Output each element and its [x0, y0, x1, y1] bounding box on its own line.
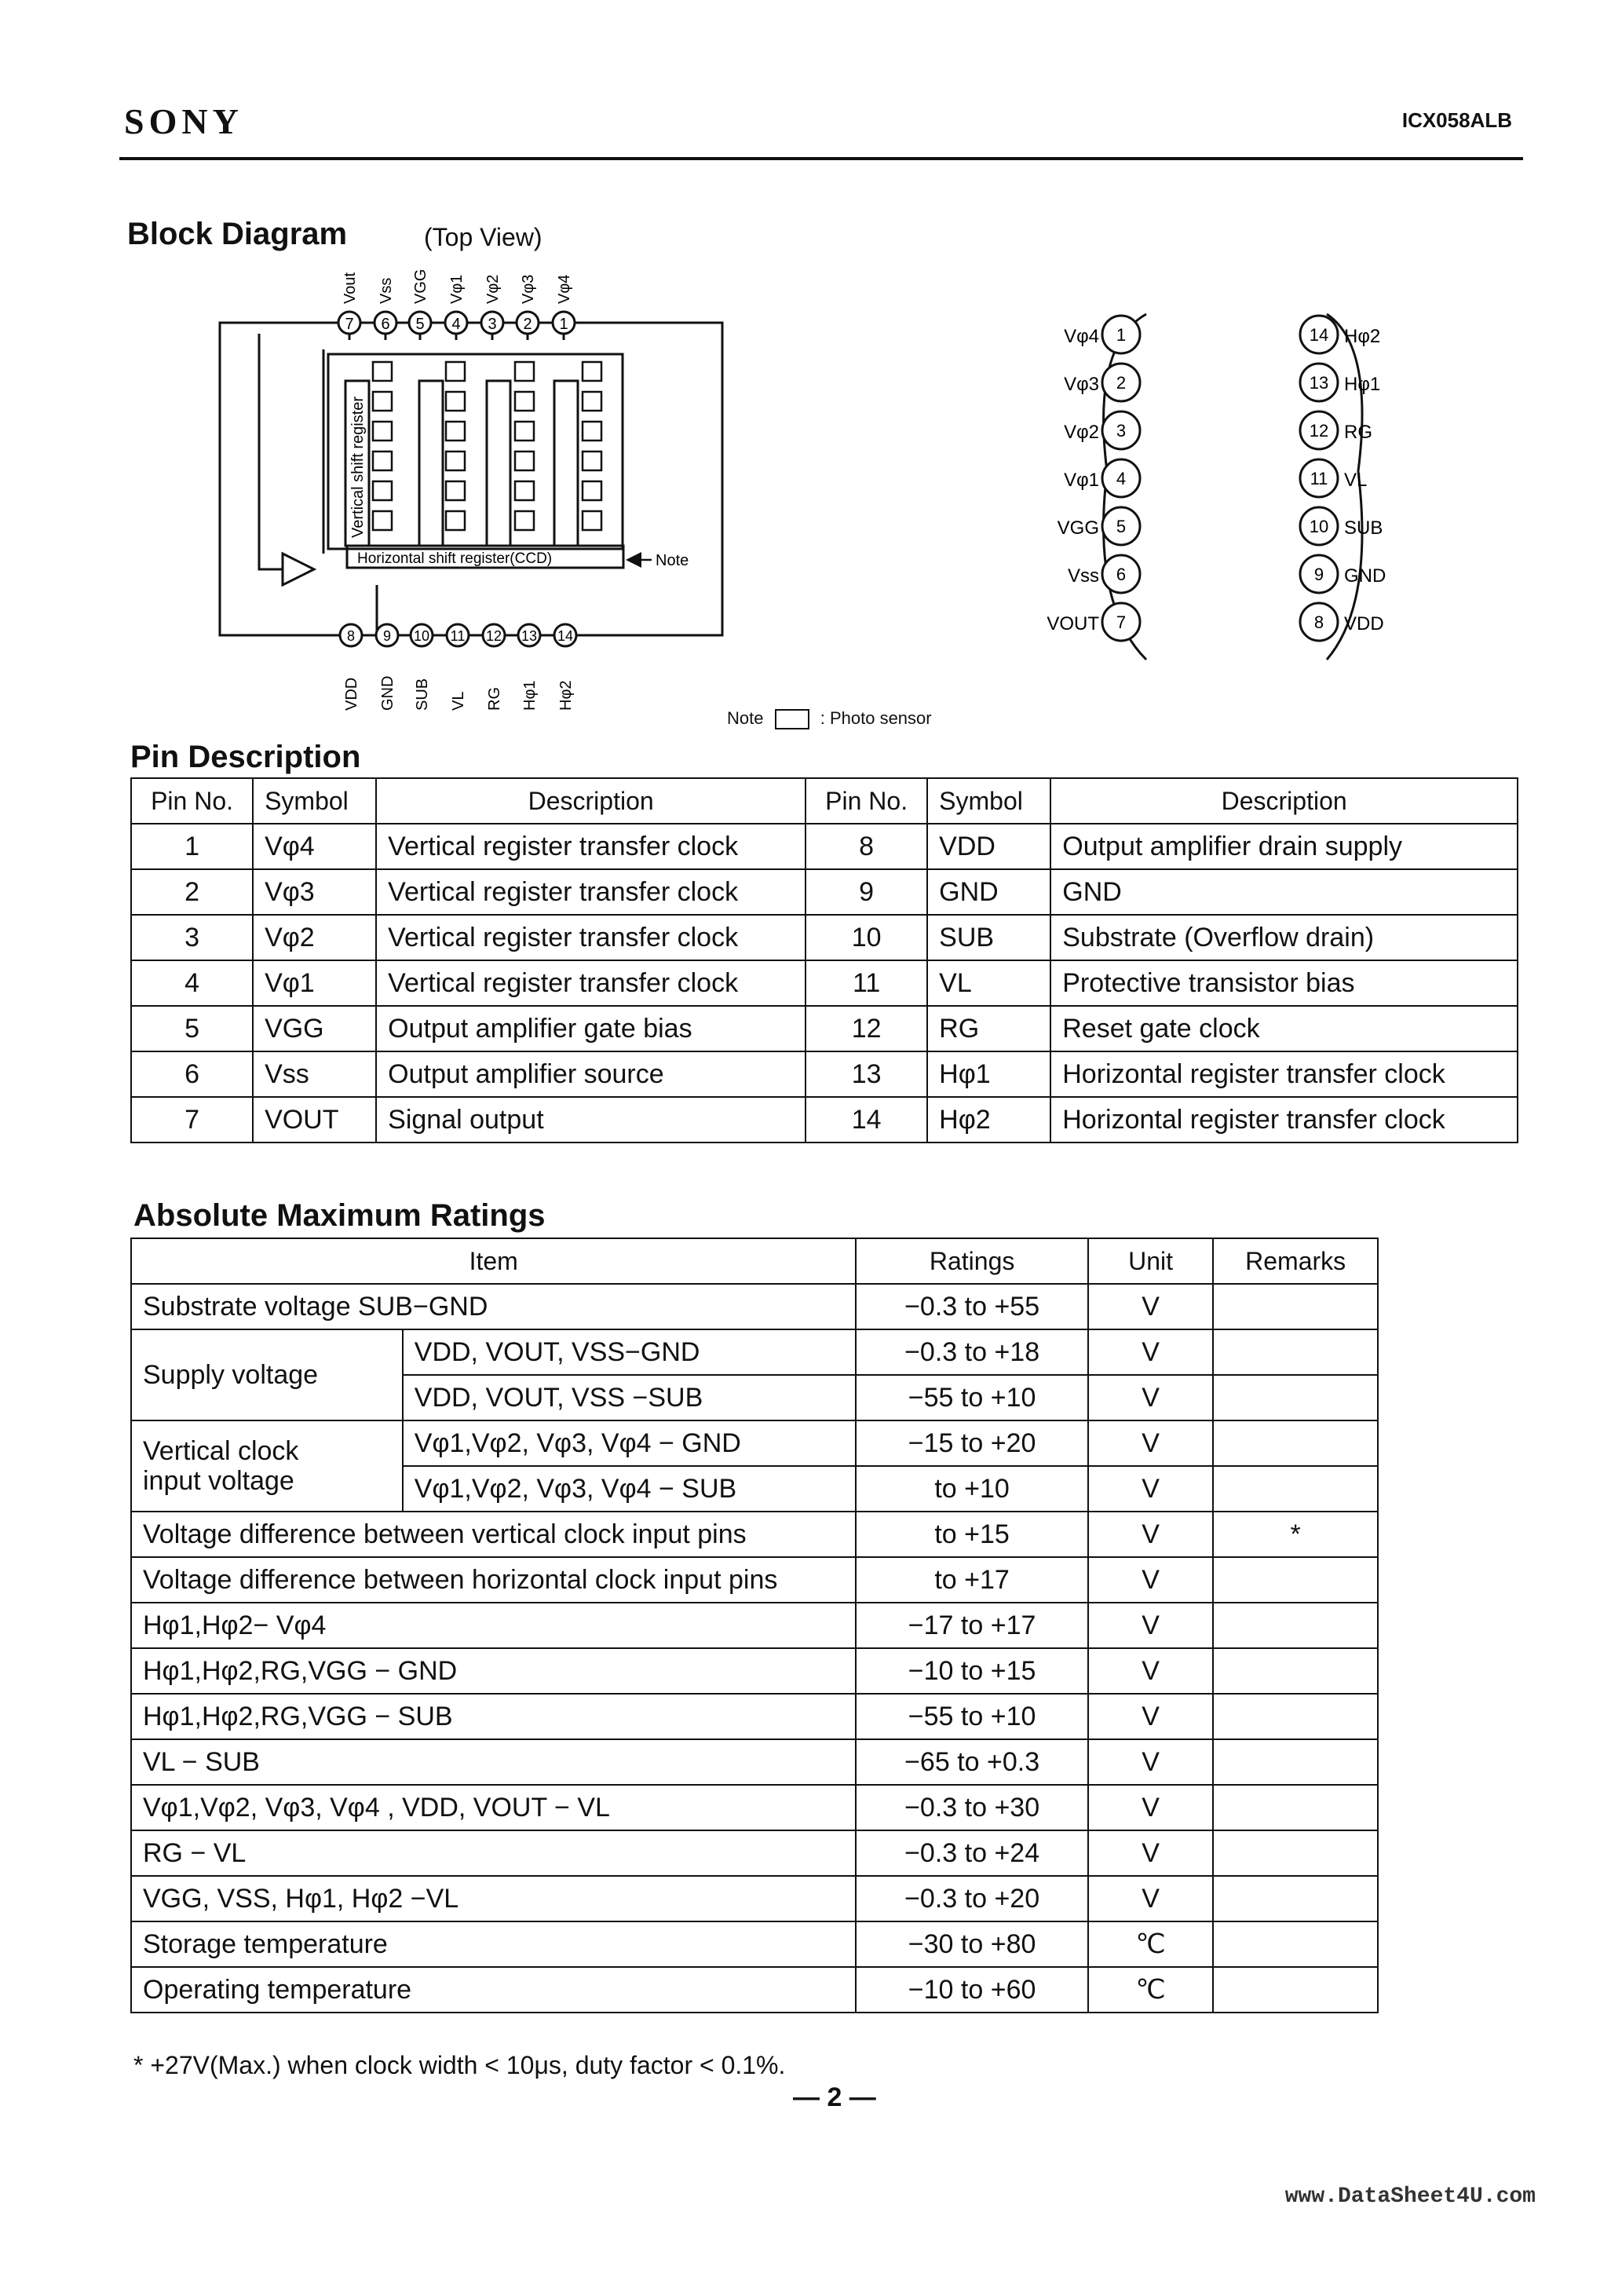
photo-sensor-cell	[446, 452, 465, 470]
bottom-pin-label: VDD	[343, 677, 360, 711]
rating-item: Hφ1,Hφ2− Vφ4	[131, 1603, 856, 1648]
bottom-pin-number: 12	[485, 628, 502, 644]
pin-description: Vertical register transfer clock	[376, 824, 806, 869]
block-diagram	[212, 255, 754, 742]
photo-sensor-cell	[446, 481, 465, 500]
top-pin-label: Vφ4	[556, 274, 573, 304]
block-diagram-view: (Top View)	[424, 223, 542, 251]
rating-unit: V	[1088, 1694, 1214, 1739]
photo-sensor-cell	[583, 392, 601, 411]
photo-sensor-cell	[446, 511, 465, 530]
rating-remark	[1213, 1557, 1378, 1603]
top-pin-number: 7	[345, 316, 354, 333]
table-row	[131, 1284, 1378, 1329]
rating-unit: V	[1088, 1785, 1214, 1830]
rating-item: Voltage difference between vertical clock input pins	[131, 1512, 856, 1557]
rating-value: −0.3 to +55	[856, 1284, 1087, 1329]
pin-desc-header: Symbol	[253, 778, 376, 824]
photo-sensor-cell	[515, 511, 534, 530]
rating-unit: ℃	[1088, 1967, 1214, 2013]
rating-unit: V	[1088, 1466, 1214, 1512]
rating-unit: V	[1088, 1284, 1214, 1329]
rating-item: Storage temperature	[131, 1921, 856, 1967]
pin-symbol: Vφ3	[253, 869, 376, 915]
vertical-register-label: Vertical shift register	[349, 396, 367, 538]
part-number: ICX058ALB	[1401, 108, 1512, 132]
pin-description: Vertical register transfer clock	[376, 960, 806, 1006]
photo-sensor-cell	[446, 362, 465, 381]
rating-item: VGG, VSS, Hφ1, Hφ2 −VL	[131, 1876, 856, 1921]
pinout-left-number: 1	[1116, 325, 1127, 345]
photo-sensor-cell	[583, 452, 601, 470]
rating-value: −10 to +60	[856, 1967, 1087, 2013]
rating-remark	[1213, 1648, 1378, 1694]
table-row	[131, 1051, 1518, 1097]
pin-symbol: VGG	[253, 1006, 376, 1051]
header-rule	[119, 157, 1523, 160]
rating-item: RG − VL	[131, 1830, 856, 1876]
horizontal-register-label: Horizontal shift register(CCD)	[357, 550, 553, 567]
pinout-left-label: Vφ1	[1064, 470, 1099, 491]
pinout-right-number: 14	[1309, 325, 1329, 345]
pinout-right-number: 12	[1309, 421, 1329, 441]
rating-value: to +10	[856, 1466, 1087, 1512]
bottom-pin-number: 8	[346, 628, 356, 644]
top-pin-number: 1	[559, 316, 568, 333]
ratings-head-remarks: Remarks	[1213, 1238, 1378, 1284]
rating-item: VDD, VOUT, VSS −SUB	[403, 1375, 857, 1420]
photo-sensor-cell	[583, 511, 601, 530]
rating-remark	[1213, 1284, 1378, 1329]
table-row	[131, 960, 1518, 1006]
pin-description: Reset gate clock	[1050, 1006, 1518, 1051]
rating-item: Substrate voltage SUB−GND	[131, 1284, 856, 1329]
rating-value: −0.3 to +20	[856, 1876, 1087, 1921]
pin-number: 14	[806, 1097, 927, 1143]
rating-remark	[1213, 1466, 1378, 1512]
rating-value: −10 to +15	[856, 1648, 1087, 1694]
table-row	[131, 1694, 1378, 1739]
rating-value: to +17	[856, 1557, 1087, 1603]
pin-description: Horizontal register transfer clock	[1050, 1051, 1518, 1097]
ratings-footnote: * +27V(Max.) when clock width < 10μs, duty factor < 0.1%.	[133, 2051, 786, 2079]
pin-number: 12	[806, 1006, 927, 1051]
rating-value: −30 to +80	[856, 1921, 1087, 1967]
bottom-pin-label: GND	[379, 675, 396, 711]
photo-sensor-legend	[727, 708, 932, 729]
page-number: — 2 —	[793, 2082, 876, 2112]
rating-remark	[1213, 1921, 1378, 1967]
pinout-left-number: 7	[1116, 612, 1127, 632]
pin-number: 10	[806, 915, 927, 960]
pin-description: Substrate (Overflow drain)	[1050, 915, 1518, 960]
pinout-right-number: 13	[1309, 373, 1329, 393]
pinout-left-label: VOUT	[1047, 613, 1099, 634]
table-row	[131, 1921, 1378, 1967]
pinout-left-number: 2	[1116, 373, 1127, 393]
table-row	[131, 1739, 1378, 1785]
pin-description-title: Pin Description	[130, 740, 361, 774]
ratings-head-item: Item	[131, 1238, 856, 1284]
rating-group-line1: Vertical clock	[143, 1436, 299, 1466]
rating-value: −55 to +10	[856, 1694, 1087, 1739]
pin-desc-header: Description	[376, 778, 806, 824]
note-arrow-label: Note	[656, 552, 689, 569]
legend-note: Note	[727, 708, 764, 728]
rating-remark	[1213, 1830, 1378, 1876]
bottom-pin-label: Hφ1	[521, 680, 539, 711]
pin-symbol: Vφ1	[253, 960, 376, 1006]
photo-sensor-cell	[446, 422, 465, 441]
legend-text: : Photo sensor	[820, 708, 932, 728]
pin-description: Vertical register transfer clock	[376, 915, 806, 960]
ratings-table	[130, 1238, 1379, 2013]
top-pin-label: Vss	[378, 277, 395, 304]
pin-number: 8	[806, 824, 927, 869]
rating-unit: V	[1088, 1557, 1214, 1603]
rating-remark	[1213, 1329, 1378, 1375]
bottom-pin-label: RG	[486, 687, 503, 711]
rating-unit: V	[1088, 1876, 1214, 1921]
pin-number: 6	[131, 1051, 253, 1097]
rating-unit: V	[1088, 1512, 1214, 1557]
table-row	[131, 869, 1518, 915]
rating-remark	[1213, 1420, 1378, 1466]
photo-sensor-cell	[373, 362, 392, 381]
table-row	[131, 1785, 1378, 1830]
top-pin-label: Vφ3	[520, 274, 537, 304]
pinout-right-label: VL	[1344, 470, 1368, 491]
pin-description: Horizontal register transfer clock	[1050, 1097, 1518, 1143]
pin-number: 11	[806, 960, 927, 1006]
rating-value: −15 to +20	[856, 1420, 1087, 1466]
table-row	[131, 1512, 1378, 1557]
watermark: www.DataSheet4U.com	[1284, 2184, 1536, 2209]
pin-symbol: SUB	[927, 915, 1050, 960]
pinout-right-number: 10	[1309, 517, 1329, 536]
rating-unit: V	[1088, 1739, 1214, 1785]
photo-sensor-cell	[373, 452, 392, 470]
pin-description: Vertical register transfer clock	[376, 869, 806, 915]
rating-value: −0.3 to +18	[856, 1329, 1087, 1375]
top-pin-label: Vφ2	[484, 274, 502, 304]
photo-sensor-cell	[515, 481, 534, 500]
rating-remark	[1213, 1603, 1378, 1648]
rating-remark	[1213, 1375, 1378, 1420]
pin-symbol: GND	[927, 869, 1050, 915]
photo-sensor-cell	[515, 362, 534, 381]
rating-value: −0.3 to +24	[856, 1830, 1087, 1876]
pinout-right-number: 9	[1313, 565, 1324, 584]
photo-sensor-cell	[515, 452, 534, 470]
pinout-right-label: SUB	[1344, 517, 1383, 539]
pin-symbol: Hφ2	[927, 1097, 1050, 1143]
bottom-pin-number: 10	[413, 628, 430, 644]
rating-remark	[1213, 1967, 1378, 2013]
top-pin-number: 3	[488, 316, 497, 333]
photo-sensor-swatch	[775, 709, 809, 729]
bottom-pin-number: 9	[382, 628, 392, 644]
bottom-pin-number: 14	[557, 628, 574, 644]
pinout-left-label: Vφ3	[1064, 374, 1099, 395]
bottom-pin-label: SUB	[414, 678, 431, 711]
rating-unit: V	[1088, 1648, 1214, 1694]
rating-item: Hφ1,Hφ2,RG,VGG − SUB	[131, 1694, 856, 1739]
photo-sensor-cell	[583, 362, 601, 381]
top-pin-number: 6	[381, 316, 390, 333]
photo-sensor-cell	[515, 422, 534, 441]
photo-sensor-cell	[373, 392, 392, 411]
rating-group	[131, 1420, 403, 1512]
pinout-left-label: VGG	[1057, 517, 1099, 539]
rating-group: Supply voltage	[131, 1329, 403, 1420]
pin-symbol: VL	[927, 960, 1050, 1006]
pin-symbol: Vss	[253, 1051, 376, 1097]
photo-sensor-cell	[583, 481, 601, 500]
pin-symbol: VDD	[927, 824, 1050, 869]
pinout-right-number: 11	[1310, 469, 1328, 488]
bottom-pin-number: 13	[521, 628, 538, 644]
top-pin-label: Vout	[342, 272, 359, 304]
block-diagram-title: Block Diagram	[127, 217, 348, 251]
top-pin-number: 4	[451, 316, 461, 333]
top-pin-number: 2	[523, 316, 532, 333]
pin-number: 4	[131, 960, 253, 1006]
rating-unit: V	[1088, 1375, 1214, 1420]
pin-number: 3	[131, 915, 253, 960]
pin-number: 2	[131, 869, 253, 915]
rating-value: −0.3 to +30	[856, 1785, 1087, 1830]
rating-remark: *	[1213, 1512, 1378, 1557]
bottom-pin-label: Hφ2	[557, 680, 575, 711]
bottom-pin-number: 11	[450, 628, 466, 644]
pin-number: 1	[131, 824, 253, 869]
photo-sensor-cell	[373, 481, 392, 500]
ratings-title: Absolute Maximum Ratings	[133, 1198, 546, 1233]
pin-description: Output amplifier source	[376, 1051, 806, 1097]
table-row	[131, 1967, 1378, 2013]
ratings-head-unit: Unit	[1088, 1238, 1214, 1284]
rating-value: −65 to +0.3	[856, 1739, 1087, 1785]
top-pin-label: Vφ1	[448, 274, 466, 304]
rating-remark	[1213, 1785, 1378, 1830]
pinout-left-number: 6	[1116, 565, 1127, 584]
table-row	[131, 1830, 1378, 1876]
rating-unit: V	[1088, 1420, 1214, 1466]
rating-item: Hφ1,Hφ2,RG,VGG − GND	[131, 1648, 856, 1694]
pin-description: Protective transistor bias	[1050, 960, 1518, 1006]
rating-remark	[1213, 1694, 1378, 1739]
table-row	[131, 1097, 1518, 1143]
pin-symbol: Hφ1	[927, 1051, 1050, 1097]
table-row	[131, 824, 1518, 869]
rating-remark	[1213, 1876, 1378, 1921]
pin-number: 7	[131, 1097, 253, 1143]
rating-item: Vφ1,Vφ2, Vφ3, Vφ4 − GND	[403, 1420, 857, 1466]
pinout-left-label: Vφ4	[1064, 326, 1099, 347]
table-row	[131, 1603, 1378, 1648]
rating-item: VL − SUB	[131, 1739, 856, 1785]
pin-desc-header: Pin No.	[806, 778, 927, 824]
pinout-right-label: GND	[1344, 565, 1386, 587]
photo-sensor-cell	[583, 422, 601, 441]
rating-remark	[1213, 1739, 1378, 1785]
rating-value: −55 to +10	[856, 1375, 1087, 1420]
table-row	[131, 1329, 1378, 1375]
brand-logo: SONY	[124, 101, 243, 141]
rating-item: Voltage difference between horizontal clock input pins	[131, 1557, 856, 1603]
pin-number: 13	[806, 1051, 927, 1097]
top-pin-number: 5	[415, 316, 425, 333]
photo-sensor-cell	[446, 392, 465, 411]
photo-sensor-cell	[373, 511, 392, 530]
pinout-left-number: 3	[1116, 421, 1127, 441]
pin-number: 5	[131, 1006, 253, 1051]
pinout-right-label: RG	[1344, 422, 1372, 443]
pin-symbol: Vφ2	[253, 915, 376, 960]
pinout-left-label: Vss	[1067, 565, 1099, 587]
table-row	[131, 1876, 1378, 1921]
pin-description: Output amplifier gate bias	[376, 1006, 806, 1051]
pinout-right-number: 8	[1313, 612, 1324, 632]
pin-symbol: VOUT	[253, 1097, 376, 1143]
bottom-pin-label: VL	[450, 691, 467, 711]
rating-unit: V	[1088, 1329, 1214, 1375]
pin-desc-header: Symbol	[927, 778, 1050, 824]
pin-description: Output amplifier drain supply	[1050, 824, 1518, 869]
pinout-right-label: Hφ2	[1344, 326, 1381, 347]
ratings-head-ratings: Ratings	[856, 1238, 1087, 1284]
rating-value: −17 to +17	[856, 1603, 1087, 1648]
pin-description: Signal output	[376, 1097, 806, 1143]
pin-symbol: RG	[927, 1006, 1050, 1051]
top-pin-label: VGG	[412, 269, 429, 304]
rating-item: Vφ1,Vφ2, Vφ3, Vφ4 − SUB	[403, 1466, 857, 1512]
rating-unit: V	[1088, 1603, 1214, 1648]
photo-sensor-cell	[373, 422, 392, 441]
pinout-left-number: 4	[1116, 469, 1127, 488]
table-row	[131, 915, 1518, 960]
rating-item: Operating temperature	[131, 1967, 856, 2013]
pin-description: GND	[1050, 869, 1518, 915]
rating-unit: V	[1088, 1830, 1214, 1876]
photo-sensor-cell	[515, 392, 534, 411]
rating-value: to +15	[856, 1512, 1087, 1557]
table-row	[131, 1648, 1378, 1694]
pinout-diagram	[1005, 298, 1445, 675]
rating-item: VDD, VOUT, VSS−GND	[403, 1329, 857, 1375]
rating-group-line2: input voltage	[143, 1466, 294, 1496]
pinout-right-label: VDD	[1344, 613, 1384, 634]
pin-desc-header: Description	[1050, 778, 1518, 824]
pin-number: 9	[806, 869, 927, 915]
rating-item: Vφ1,Vφ2, Vφ3, Vφ4 , VDD, VOUT − VL	[131, 1785, 856, 1830]
table-row	[131, 1006, 1518, 1051]
pin-desc-header: Pin No.	[131, 778, 253, 824]
pinout-left-label: Vφ2	[1064, 422, 1099, 443]
pin-description-table	[130, 777, 1518, 1143]
pin-symbol: Vφ4	[253, 824, 376, 869]
table-row	[131, 1420, 1378, 1466]
table-row	[131, 1557, 1378, 1603]
pinout-left-number: 5	[1116, 517, 1127, 536]
pinout-right-label: Hφ1	[1344, 374, 1381, 395]
rating-unit: ℃	[1088, 1921, 1214, 1967]
